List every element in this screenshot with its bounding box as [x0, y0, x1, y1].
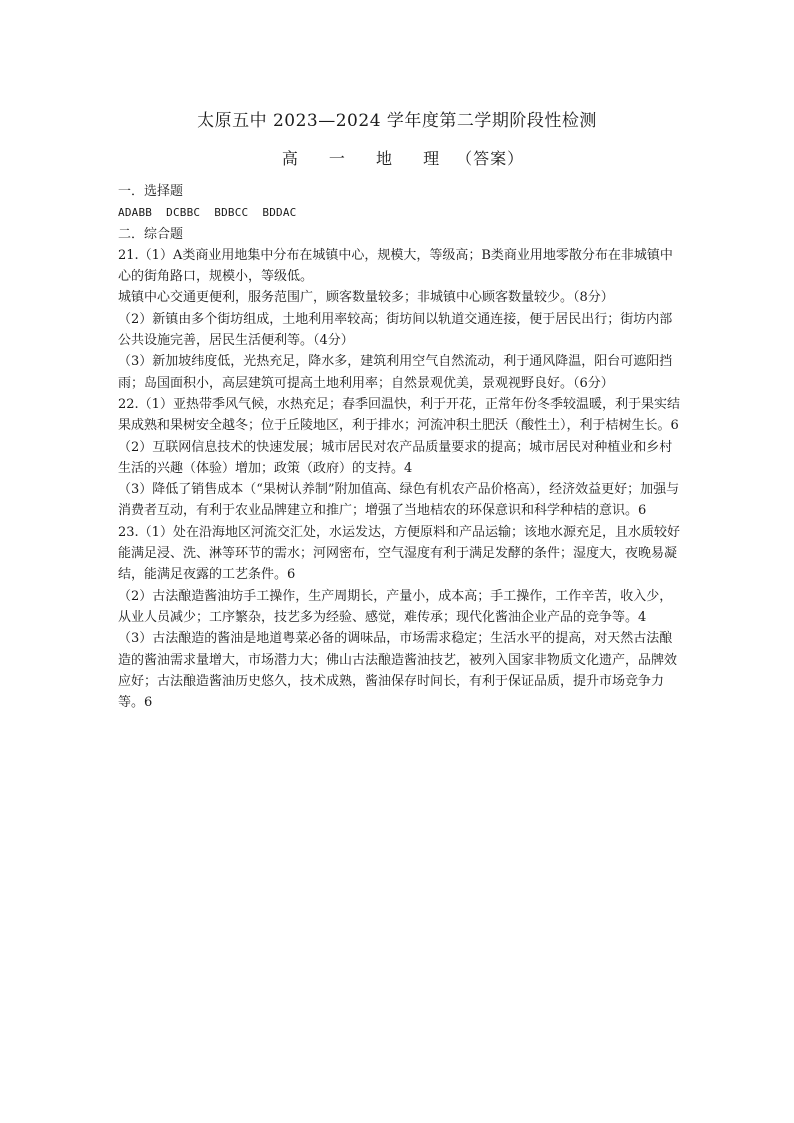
subtitle-char: 地	[376, 149, 394, 168]
page-title: 太原五中 2023—2024 学年度第二学期阶段性检测	[197, 111, 597, 131]
answer-paragraph: （2）新镇由多个街坊组成，土地利用率较高；街坊间以轨道交通连接，便于居民出行；街坊内部公共设施完善，居民生活便利等。（4分）	[118, 311, 673, 349]
subtitle-char: 一	[328, 149, 346, 168]
answer-group: ADABB	[118, 206, 153, 220]
answer-paragraph: 22.（1）亚热带季风气候，水热充足；春季回温快，利于开花，正常年份冬季较温暖，利于果实结果成熟和果树安全越冬；位于丘陵地区，利于排水；河流冲积土肥沃（酸性土），利于桔树生长。6	[118, 396, 680, 434]
answer-group: BDDAC	[262, 206, 297, 220]
section-heading-choice: 一．选择题	[118, 184, 184, 199]
subtitle-char: 高	[281, 149, 299, 168]
answer-content	[118, 181, 680, 713]
answer-paragraph: （3）古法酿造的酱油是地道粤菜必备的调味品，市场需求稳定；生活水平的提高，对天然古法酿造的酱油需求量增大，市场潜力大；佛山古法酿造酱油技艺，被列入国家非物质文化遗产，品牌效应好；古法酿造酱油历史悠久，技术成熟，酱油保存时间长，有利于保证品质，提升市场竞争力等。6	[118, 631, 678, 711]
answer-paragraph: 城镇中心交通更便利，服务范围广，顾客数量较多；非城镇中心顾客数量较少。（8分）	[118, 290, 614, 306]
page-subtitle	[0, 146, 794, 169]
answer-paragraph: （2）互联网信息技术的快速发展；城市居民对农产品质量要求的提高；城市居民对种植业和乡村生活的兴趣（体验）增加；政策（政府）的支持。4	[118, 439, 673, 476]
answer-paragraph: 21.（1）A类商业用地集中分布在城镇中心，规模大，等级高；B类商业用地零散分布在非城镇中心的街角路口，规模小，等级低。	[118, 247, 673, 285]
choice-answers	[118, 202, 680, 223]
answer-group: DCBBC	[166, 206, 201, 220]
subtitle-tag: （答案）	[456, 149, 525, 168]
answer-paragraph: （2）古法酿造酱油坊手工操作，生产周期长，产量小，成本高；手工操作，工作辛苦，收入少，从业人员减少；工序繁杂，技艺多为经验、感觉，难传承；现代化酱油企业产品的竞争等。4	[118, 588, 673, 625]
section-heading-comprehensive: 二．综合题	[118, 226, 184, 242]
subtitle-char: 理	[423, 149, 441, 168]
answer-paragraph: （3）降低了销售成本（“果树认养制”附加值高、绿色有机农产品价格高），经济效益更好；加强与消费者互动，有利于农业品牌建立和推广；增强了当地桔农的环保意识和科学种桔的意识。6	[118, 482, 680, 519]
answer-paragraph: （3）新加坡纬度低，光热充足，降水多，建筑利用空气自然流动，利于通风降温，阳台可遮阳挡雨；岛国面积小，高层建筑可提高土地利用率；自然景观优美，景观视野良好。（6分）	[118, 354, 673, 391]
answer-group: BDBCC	[214, 206, 249, 220]
answer-paragraph: 23.（1）处在沿海地区河流交汇处，水运发达，方便原料和产品运输；该地水源充足，且水质较好能满足浸、洗、淋等环节的需水；河网密布，空气湿度有利于满足发酵的条件；湿度大，夜晚易凝结，能满足夜露的工艺条件。6	[118, 524, 680, 583]
